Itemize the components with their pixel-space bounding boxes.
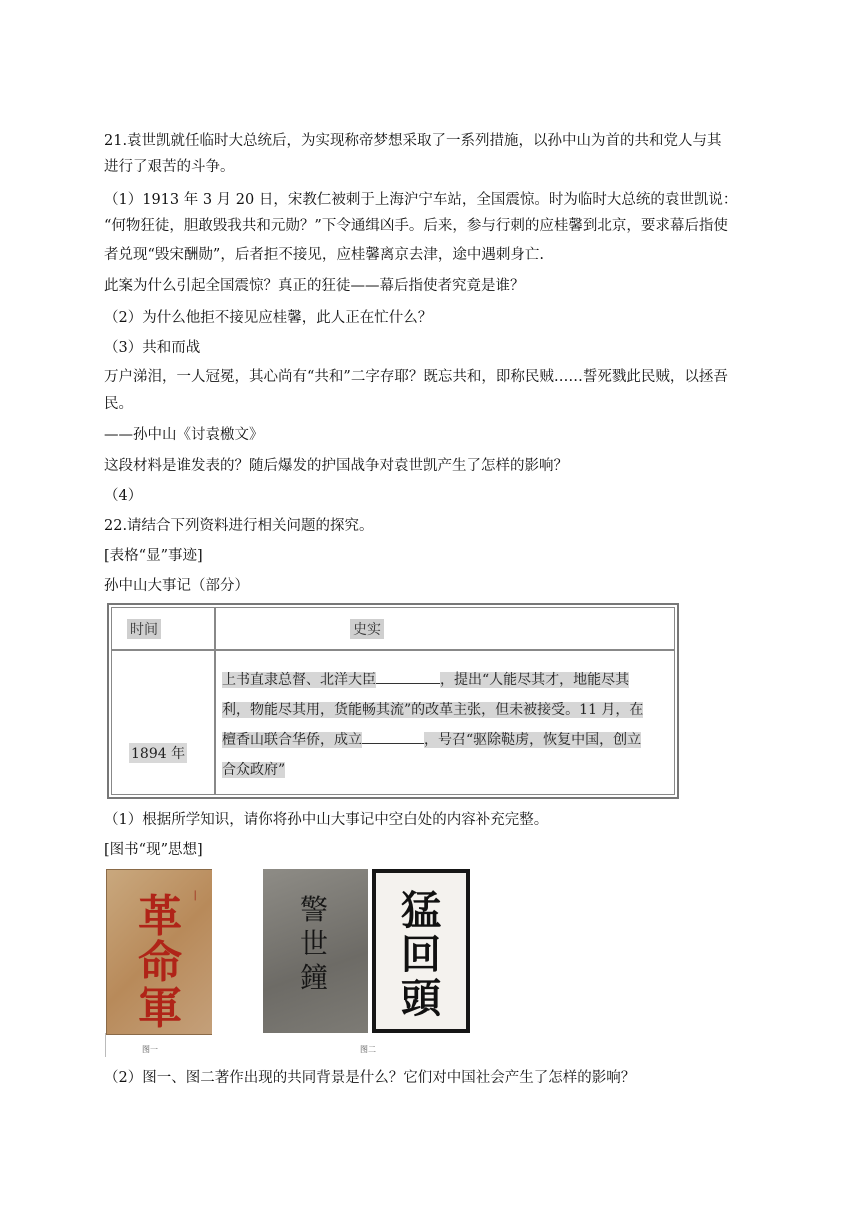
fact-text-d: 檀香山联合华侨，成立 xyxy=(222,732,362,748)
table-header-time: 时间 xyxy=(127,619,161,639)
fact-text-a: 上书直隶总督、北洋大臣 xyxy=(222,672,376,688)
q21-part1-line2: “何物狂徒，胆敢毁我共和元勋？”下令通缉凶手。后来，参与行刺的应桂馨到北京，要求幕后指使 xyxy=(104,218,728,234)
q22-part1: （1）根据所学知识，请你将孙中山大事记中空白处的内容补充完整。 xyxy=(104,812,549,828)
book1-side-text: ❘ xyxy=(191,890,200,901)
table-header-facts: 史实 xyxy=(350,619,384,639)
quote-line2: 民。 xyxy=(104,396,133,412)
fact-text-e: ，号召“驱除鞑虏，恢复中国，创立 xyxy=(424,732,642,748)
book-cover-gemingjun xyxy=(106,869,214,1035)
q21-part1-question: 此案为什么引起全国震惊？真正的狂徒——幕后指使者究竟是谁？ xyxy=(104,278,525,294)
table-cell-facts xyxy=(222,665,672,785)
q21-part3-title: （3）共和而战 xyxy=(104,340,201,356)
fact-text-c: 利，物能尽其用，货能畅其流”的改革主张，但未被接受。11 月，在 xyxy=(222,702,644,718)
table-cell-year: 1894 年 xyxy=(129,743,187,763)
q21-part2: （2）为什么他拒不接见应桂馨，此人正在忙什么？ xyxy=(104,310,433,326)
fact-text-b: ，提出“人能尽其才，地能尽其 xyxy=(440,672,630,688)
table-row-divider xyxy=(111,649,675,651)
table-title: 孙中山大事记（部分） xyxy=(104,578,249,594)
events-table xyxy=(107,603,679,799)
quote-line1: 万户涕泪，一人冠冕，其心尚有“共和”二字存耶？既忘共和，即称民贼……誓死戮此民贼，以拯吾 xyxy=(104,369,728,385)
book-cover-jingshizhong xyxy=(263,869,368,1033)
q21-part3-question: 这段材料是谁发表的？随后爆发的护国战争对袁世凯产生了怎样的影响？ xyxy=(104,458,568,474)
figure-edge xyxy=(105,1033,106,1057)
q21-part4: （4） xyxy=(104,488,143,504)
figure1-caption: 图一 xyxy=(142,1045,158,1054)
fill-blank-1[interactable] xyxy=(376,683,440,684)
q22-intro: 22.请结合下列资料进行相关问题的探究。 xyxy=(104,518,374,534)
book-cover-menghuitou xyxy=(372,869,470,1033)
q21-stem-line1: 21.袁世凯就任临时大总统后，为实现称帝梦想采取了一系列措施，以孙中山为首的共和党人与其 xyxy=(104,133,722,149)
fact-line3 xyxy=(222,725,672,755)
book2-title: 警世鐘 xyxy=(299,893,328,994)
q22-part2: （2）图一、图二著作出现的共同背景是什么？它们对中国社会产生了怎样的影响？ xyxy=(104,1070,636,1086)
fact-line2 xyxy=(222,695,672,725)
fact-text-f: 合众政府” xyxy=(222,762,286,778)
q21-part1-line3: 者兑现“毁宋酬勋”，后者拒不接见，应桂馨离京去津，途中遇刺身亡. xyxy=(104,247,544,263)
figure2-caption: 图二 xyxy=(360,1045,376,1054)
q21-stem-line2: 进行了艰苦的斗争。 xyxy=(104,159,235,175)
q21-part1-line1: （1）1913 年 3 月 20 日，宋教仁被刺于上海沪宁车站，全国震惊。时为临时大总统的袁世凯说： xyxy=(104,192,738,208)
fill-blank-2[interactable] xyxy=(362,743,424,744)
quote-source: ——孙中山《讨袁檄文》 xyxy=(104,427,264,443)
book3-title: 猛回頭 xyxy=(401,887,441,1022)
fact-line4 xyxy=(222,755,672,785)
figure-gap xyxy=(212,869,263,1059)
table-column-divider xyxy=(214,607,216,795)
fact-line1 xyxy=(222,665,672,695)
section-table-heading: [表格“显”事迹] xyxy=(104,548,203,564)
book1-title: 革命軍 xyxy=(138,891,182,1034)
section-books-heading: [图书“现”思想] xyxy=(104,842,203,858)
